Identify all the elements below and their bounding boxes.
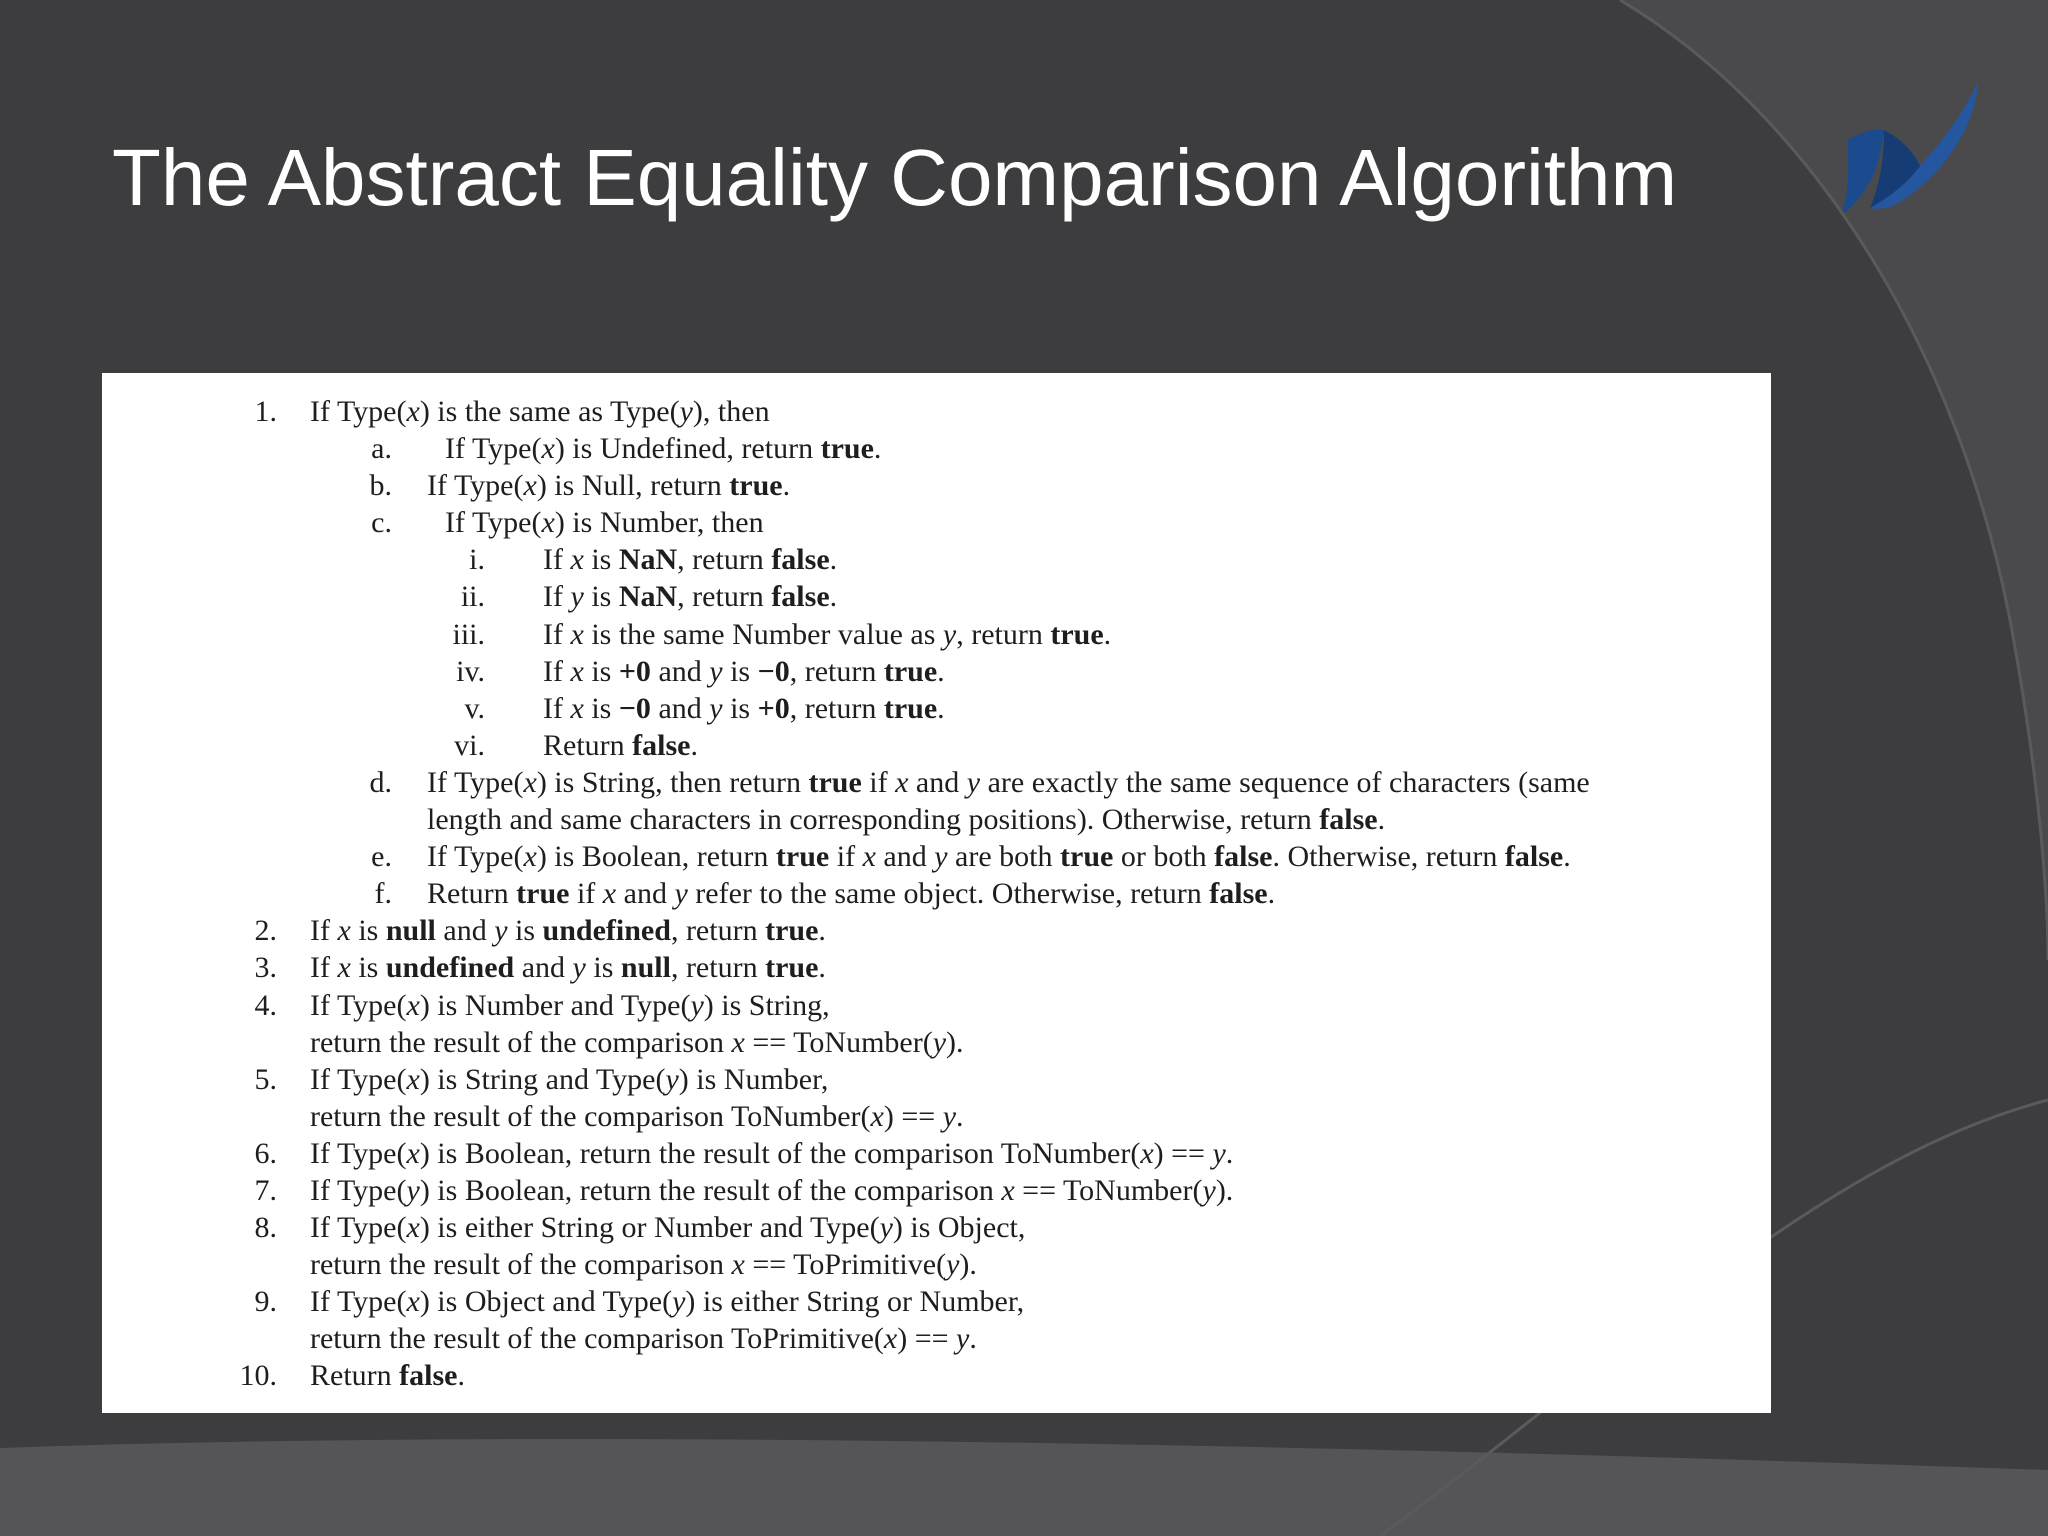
step-text — [543, 727, 698, 764]
algorithm-step-line — [102, 838, 1771, 875]
step-text-fragment: Return — [543, 728, 633, 762]
step-text-fragment: ) == — [1153, 1136, 1213, 1170]
step-text-fragment: ) == — [883, 1099, 943, 1133]
keyword-value: −0 — [618, 691, 651, 725]
step-number: c. — [371, 506, 392, 540]
keyword-value: NaN — [618, 543, 678, 577]
step-text-fragment: or both — [1113, 840, 1215, 874]
step-text-fragment: . — [1377, 803, 1386, 837]
step-text-fragment: ) is Number, then — [554, 506, 764, 540]
keyword-value: true — [820, 432, 874, 466]
algorithm-step-line — [102, 467, 1771, 504]
step-text-fragment: If Type( — [310, 395, 407, 428]
step-text-fragment: ) is String, then return — [536, 765, 809, 799]
variable-name: y — [570, 580, 584, 614]
step-text-fragment: == ToNumber( — [744, 1025, 933, 1059]
variable-name: x — [1140, 1136, 1154, 1170]
step-text-fragment: == ToNumber( — [1014, 1173, 1203, 1207]
step-text-fragment: If Type( — [310, 1285, 407, 1319]
step-text-fragment: If — [543, 617, 571, 651]
keyword-value: undefined — [385, 951, 515, 985]
step-text — [310, 1209, 1025, 1246]
step-text-fragment: . — [457, 1359, 465, 1393]
keyword-value: +0 — [618, 654, 651, 688]
step-text-fragment: are both — [947, 840, 1061, 874]
step-text — [427, 801, 1385, 838]
step-text — [445, 430, 881, 467]
algorithm-step-line — [102, 987, 1771, 1024]
step-text — [427, 467, 790, 504]
variable-name: y — [674, 877, 688, 911]
keyword-value: false — [1319, 803, 1378, 837]
step-text-fragment: ) is either String or Number and Type( — [419, 1211, 880, 1245]
variable-name: y — [709, 654, 723, 688]
algorithm-step-line — [102, 764, 1771, 801]
step-text-fragment: . — [937, 691, 945, 725]
variable-name: x — [862, 840, 876, 874]
step-text-fragment: if — [829, 840, 863, 874]
step-text-fragment: If Type( — [427, 469, 524, 503]
algorithm-step-line — [102, 504, 1771, 541]
algorithm-step-line — [102, 430, 1771, 467]
algorithm-step-line — [102, 578, 1771, 615]
variable-name: y — [934, 840, 948, 874]
step-text-fragment: and — [616, 877, 675, 911]
step-text-fragment: . — [1225, 1136, 1234, 1170]
keyword-value: +0 — [757, 691, 790, 725]
variable-name: x — [337, 951, 351, 985]
variable-name: x — [406, 988, 420, 1022]
step-text-fragment: is — [350, 951, 386, 985]
variable-name: x — [523, 840, 537, 874]
step-text-fragment: , return — [670, 951, 766, 985]
step-text-fragment: if — [569, 877, 603, 911]
step-text-fragment: is — [583, 543, 619, 577]
step-text-fragment: if — [861, 765, 896, 799]
step-text — [310, 949, 826, 986]
step-text-fragment: If — [310, 951, 338, 985]
step-text-fragment: ) is Number and Type( — [419, 988, 691, 1022]
step-text-fragment: If Type( — [445, 506, 542, 540]
swoosh-logo-icon — [1840, 80, 1980, 215]
variable-name: y — [690, 988, 704, 1022]
step-text — [427, 764, 1590, 801]
step-text — [543, 578, 837, 615]
step-number: i. — [469, 543, 485, 577]
variable-name: y — [942, 1099, 957, 1133]
step-number: 2. — [254, 914, 277, 948]
algorithm-step-line — [102, 1209, 1771, 1246]
algorithm-step-line — [102, 1320, 1771, 1357]
keyword-value: true — [729, 469, 783, 503]
keyword-value: −0 — [757, 654, 790, 688]
variable-name: y — [665, 1062, 679, 1096]
keyword-value: true — [775, 840, 830, 874]
variable-name: y — [932, 1025, 947, 1059]
step-text-fragment: ) is Boolean, return the result of the comparison — [419, 1173, 1002, 1207]
step-text-fragment: . — [818, 951, 826, 985]
variable-name: y — [406, 1173, 420, 1207]
variable-name: x — [406, 1285, 420, 1319]
step-text-fragment: ) is the same as Type( — [419, 395, 680, 428]
step-text-fragment: and — [650, 691, 710, 725]
step-text-fragment: return the result of the comparison — [310, 1025, 732, 1059]
variable-name: x — [523, 469, 537, 503]
step-text-fragment: , return — [677, 580, 772, 614]
algorithm-step-line — [102, 393, 1771, 430]
step-text — [427, 838, 1571, 875]
variable-name: y — [942, 617, 957, 651]
variable-name: x — [895, 765, 909, 799]
step-number: e. — [371, 840, 392, 874]
keyword-value: true — [883, 654, 938, 688]
step-text-fragment: ). — [946, 1025, 964, 1059]
step-text-fragment: ) is String, — [703, 988, 830, 1022]
keyword-value: false — [771, 543, 830, 577]
algorithm-step-line — [102, 875, 1771, 912]
step-text-fragment: is the same Number value as — [583, 617, 943, 651]
step-number: iii. — [452, 617, 485, 651]
variable-name: y — [494, 914, 508, 948]
variable-name: x — [406, 1136, 420, 1170]
step-text-fragment: If Type( — [445, 432, 542, 466]
variable-name: x — [570, 617, 584, 651]
step-text-fragment: is — [507, 914, 543, 948]
step-text-fragment: is — [583, 691, 619, 725]
step-number: 5. — [254, 1062, 277, 1096]
step-text-fragment: , return — [677, 543, 772, 577]
step-number: 3. — [254, 951, 277, 985]
variable-name: x — [337, 914, 351, 948]
step-text-fragment: and — [514, 951, 573, 985]
algorithm-step-line — [102, 1135, 1771, 1172]
step-text — [310, 1061, 828, 1098]
algorithm-step-line — [102, 1098, 1771, 1135]
variable-name: y — [966, 765, 981, 799]
keyword-value: false — [399, 1359, 458, 1393]
variable-name: x — [570, 691, 584, 725]
keyword-value: true — [1050, 617, 1104, 651]
keyword-value: true — [808, 765, 862, 799]
variable-name: x — [570, 654, 584, 688]
keyword-value: undefined — [542, 914, 671, 948]
variable-name: x — [406, 395, 420, 428]
variable-name: x — [1001, 1173, 1015, 1207]
step-text-fragment: Return — [310, 1359, 400, 1393]
variable-name: x — [541, 432, 555, 466]
step-text — [543, 690, 945, 727]
step-text-fragment: and — [650, 654, 710, 688]
keyword-value: false — [632, 728, 691, 762]
step-text — [543, 616, 1111, 653]
step-text-fragment: ). — [1215, 1173, 1234, 1207]
step-text-fragment: , return — [789, 691, 884, 725]
step-number: 6. — [254, 1136, 277, 1170]
variable-name: x — [870, 1099, 884, 1133]
step-text-fragment: If — [543, 543, 571, 577]
step-text — [310, 1246, 977, 1283]
step-text-fragment: . — [873, 432, 882, 466]
step-text-fragment: is — [722, 691, 758, 725]
step-text-fragment: ). — [959, 1248, 977, 1282]
variable-name: y — [946, 1248, 960, 1282]
step-text-fragment: length and same characters in corresponding positions). Otherwise, return — [427, 803, 1320, 837]
step-number: a. — [371, 432, 392, 466]
variable-name: x — [731, 1025, 745, 1059]
algorithm-step-line — [102, 541, 1771, 578]
step-text — [543, 541, 837, 578]
step-number: b. — [369, 469, 392, 503]
step-text-fragment: If Type( — [310, 1173, 407, 1207]
step-text-fragment: is — [583, 654, 619, 688]
step-number: 9. — [254, 1285, 277, 1319]
step-number: 8. — [254, 1211, 277, 1245]
step-text — [310, 912, 826, 949]
step-text-fragment: . — [829, 543, 838, 577]
algorithm-step-line — [102, 949, 1771, 986]
step-text-fragment: refer to the same object. Otherwise, return — [687, 877, 1210, 911]
step-text-fragment: If Type( — [427, 765, 524, 799]
step-text — [310, 1098, 964, 1135]
variable-name: x — [602, 877, 617, 911]
step-text — [310, 987, 830, 1024]
algorithm-steps-list — [102, 393, 1771, 1395]
step-text-fragment: ) is either String or Number, — [685, 1285, 1025, 1319]
variable-name: x — [523, 765, 537, 799]
algorithm-step-line — [102, 1172, 1771, 1209]
step-text-fragment: ), then — [692, 395, 770, 428]
step-text-fragment: ) == — [897, 1322, 957, 1356]
step-text-fragment: return the result of the comparison ToPrimitive( — [310, 1322, 884, 1356]
algorithm-step-line — [102, 1061, 1771, 1098]
algorithm-image-panel — [102, 373, 1771, 1413]
step-text-fragment: If Type( — [310, 1211, 407, 1245]
step-text-fragment: . — [937, 654, 945, 688]
step-text-fragment: , return — [670, 914, 766, 948]
algorithm-step-line — [102, 727, 1771, 764]
step-text-fragment: . — [1267, 877, 1276, 911]
step-text-fragment: . — [690, 728, 698, 762]
step-number: 7. — [254, 1173, 277, 1207]
step-text-fragment: , return — [789, 654, 884, 688]
step-text-fragment: ) is Object, — [892, 1211, 1026, 1245]
step-text-fragment: , return — [956, 617, 1051, 651]
variable-name: y — [679, 395, 693, 428]
step-text — [310, 393, 770, 430]
variable-name: x — [731, 1248, 745, 1282]
step-number: 10. — [239, 1359, 277, 1393]
step-text-fragment: ) is Object and Type( — [419, 1285, 673, 1319]
step-text — [310, 1024, 964, 1061]
step-text-fragment: If Type( — [310, 1136, 407, 1170]
keyword-value: false — [1209, 877, 1268, 911]
keyword-value: null — [385, 914, 436, 948]
step-text-fragment: return the result of the comparison ToNumber( — [310, 1099, 871, 1133]
step-text-fragment: ) is Number, — [678, 1062, 829, 1096]
variable-name: y — [1202, 1173, 1216, 1207]
variable-name: x — [406, 1062, 420, 1096]
algorithm-step-line — [102, 912, 1771, 949]
keyword-value: false — [1504, 840, 1564, 874]
step-text-fragment: . Otherwise, return — [1272, 840, 1505, 874]
step-text-fragment: If — [310, 914, 338, 948]
step-text-fragment: . — [782, 469, 791, 503]
keyword-value: false — [1214, 840, 1273, 874]
keyword-value: null — [620, 951, 671, 985]
step-text-fragment: If Type( — [310, 988, 407, 1022]
step-text-fragment: ) is String and Type( — [419, 1062, 666, 1096]
step-text-fragment: ) is Undefined, return — [554, 432, 821, 466]
step-text-fragment: If Type( — [310, 1062, 407, 1096]
step-text-fragment: . — [818, 914, 826, 948]
step-number: f. — [374, 877, 392, 911]
slide-title: The Abstract Equality Comparison Algorithm — [112, 133, 1678, 222]
algorithm-step-line — [102, 653, 1771, 690]
step-number: ii. — [460, 580, 485, 614]
step-text — [310, 1135, 1233, 1172]
step-text-fragment: Return — [427, 877, 517, 911]
step-number: 4. — [254, 988, 277, 1022]
keyword-value: NaN — [618, 580, 678, 614]
step-number: iv. — [456, 654, 485, 688]
variable-name: y — [879, 1211, 893, 1245]
algorithm-step-line — [102, 690, 1771, 727]
step-text — [543, 653, 945, 690]
step-text-fragment: and — [435, 914, 495, 948]
step-text-fragment: If Type( — [427, 840, 524, 874]
step-text — [427, 875, 1275, 912]
step-text-fragment: are exactly the same sequence of characters (same — [980, 765, 1590, 799]
algorithm-step-line — [102, 616, 1771, 653]
step-text — [445, 504, 764, 541]
variable-name: x — [570, 543, 584, 577]
step-text-fragment: . — [829, 580, 838, 614]
step-number: d. — [369, 765, 392, 799]
step-text-fragment: . — [969, 1322, 977, 1356]
step-text-fragment: and — [908, 765, 967, 799]
step-text-fragment: ) is Boolean, return the result of the comparison ToNumber( — [419, 1136, 1141, 1170]
variable-name: y — [956, 1322, 970, 1356]
step-text — [310, 1172, 1233, 1209]
step-text-fragment: is — [583, 580, 619, 614]
step-text-fragment: == ToPrimitive( — [744, 1248, 947, 1282]
keyword-value: true — [765, 951, 819, 985]
step-text-fragment: and — [875, 840, 935, 874]
step-text-fragment: If — [543, 654, 571, 688]
algorithm-step-line — [102, 1246, 1771, 1283]
step-number: v. — [464, 691, 485, 725]
variable-name: x — [406, 1211, 420, 1245]
variable-name: x — [541, 506, 555, 540]
variable-name: y — [672, 1285, 686, 1319]
algorithm-step-line — [102, 1024, 1771, 1061]
step-text — [310, 1320, 977, 1357]
keyword-value: true — [765, 914, 819, 948]
variable-name: y — [709, 691, 723, 725]
step-text-fragment: is — [350, 914, 386, 948]
variable-name: y — [572, 951, 586, 985]
algorithm-step-line — [102, 1283, 1771, 1320]
step-text-fragment: . — [956, 1099, 964, 1133]
step-text — [310, 1357, 465, 1394]
keyword-value: true — [1060, 840, 1114, 874]
step-number: 1. — [254, 395, 277, 428]
step-text-fragment: . — [1103, 617, 1112, 651]
keyword-value: false — [771, 580, 830, 614]
step-text-fragment: is — [585, 951, 621, 985]
step-text-fragment: return the result of the comparison — [310, 1248, 732, 1282]
step-text-fragment: ) is Boolean, return — [536, 840, 776, 874]
step-number: vi. — [454, 728, 485, 762]
variable-name: x — [883, 1322, 898, 1356]
step-text-fragment: If — [543, 691, 571, 725]
algorithm-step-line — [102, 801, 1771, 838]
variable-name: y — [1212, 1136, 1226, 1170]
keyword-value: true — [883, 691, 938, 725]
step-text-fragment: . — [1563, 840, 1571, 874]
step-text-fragment: is — [722, 654, 758, 688]
step-text-fragment: ) is Null, return — [536, 469, 730, 503]
keyword-value: true — [516, 877, 570, 911]
algorithm-step-line — [102, 1357, 1771, 1394]
step-text-fragment: If — [543, 580, 571, 614]
step-text — [310, 1283, 1024, 1320]
